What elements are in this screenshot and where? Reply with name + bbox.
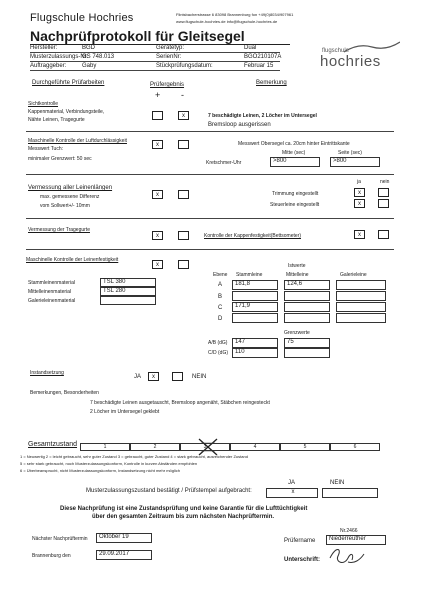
luft-limit: minimaler Grenzwert: 50 sec [28, 156, 92, 162]
next-date-label: Nächster Nachprüftermin [32, 536, 88, 542]
festigkeit-title: Maschinelle Kontrolle der Leinenfestigkeit [26, 257, 119, 263]
leinen-plus-checkbox[interactable]: x [152, 190, 163, 199]
divider-2 [26, 174, 394, 175]
row-c-mittel [284, 302, 330, 312]
gesamt-scale-6[interactable]: 6 [330, 443, 380, 451]
col-checks: Durchgeführte Prüfarbeiten [32, 80, 105, 86]
label-stueckpruefung: Stückprüfungsdatum: [156, 63, 213, 69]
sicht-minus-checkbox[interactable]: x [178, 111, 189, 120]
gesamt-scale-5[interactable]: 5 [280, 443, 330, 451]
luft-uhr: Kretschmer-Uhr [206, 160, 242, 166]
header-mittelleine: Mittelleine [286, 272, 309, 278]
luft-remark: Messwert Obersegel ca. 20cm hinter Eintrittskante [238, 141, 350, 147]
place-value: 29.09.2017 [96, 550, 152, 560]
value-geraetetyp: Dual [244, 45, 257, 51]
label-seriennr: SerienNr: [156, 54, 182, 60]
garantie-line-2: über den gesamten Zeitraum bis zum nächsten Nachprüftermin. [92, 514, 275, 520]
label-hersteller: Hersteller: [30, 45, 58, 51]
luft-title: Maschinelle Kontrolle der Luftdurchlässigkeit [28, 138, 127, 144]
pruefername-value: Niederreuther [326, 535, 386, 545]
value-hersteller: BGD [82, 45, 96, 51]
instand-nein-checkbox[interactable] [172, 372, 183, 381]
school-address: Flintsbacherstrasse 6 83098 Brannenburg fon +49(0)8034/907961 [176, 12, 294, 17]
row-b-mittel [284, 291, 330, 301]
gesamt-title: Gesamtzustand [28, 441, 78, 448]
row-d-ebene: D [218, 316, 223, 322]
logo-main-text: hochries [320, 53, 381, 70]
header-stammleine: Stammleine [236, 272, 263, 278]
steuer-nein-checkbox[interactable] [378, 199, 389, 208]
gesamt-legend-1: 1 = Neuwertig 2 = leicht gebraucht, sehr guter Zustand 3 = gebraucht, guter Zustand 4 = stark gebraucht, ausreichender Zustand [20, 454, 248, 459]
kappe-label: Kontrolle der Kappenfestigkeit(Bettsometer) [204, 233, 301, 239]
school-name: Flugschule Hochries [30, 12, 134, 24]
divider-4 [26, 249, 394, 250]
row-a-mittel: 124,6 [284, 280, 330, 290]
limit-ab-v1: 147 [232, 338, 278, 348]
bestaetigt-nein-box[interactable] [322, 488, 378, 498]
luft-mitte-value: >800 [270, 157, 320, 167]
luft-seite-label: Seite (sec) [338, 150, 362, 156]
sicht-plus-checkbox[interactable] [152, 111, 163, 120]
kappe-plus-checkbox[interactable]: x [354, 230, 365, 239]
header-ebene: Ebene [213, 272, 228, 278]
luft-mitte-label: Mitte (sec) [282, 150, 306, 156]
garantie-line-1: Diese Nachprüfung ist eine Zustandsprüfung und keine Garantie für die Lufttüchtigkeit [60, 506, 308, 512]
sicht-line-2: Nähte Leinen, Tragegurte [28, 117, 85, 123]
material-value-1: TSL 380 [100, 278, 156, 287]
info-line-3 [30, 70, 280, 71]
limit-cd-v1: 110 [232, 348, 278, 358]
sicht-remark-1: 7 beschädigte Leinen, 2 Löcher im Untersegel [208, 113, 317, 119]
value-auftraggeber: Gaby [82, 63, 97, 69]
luft-plus-checkbox[interactable]: x [152, 140, 163, 149]
festigkeit-plus-checkbox[interactable]: x [152, 260, 163, 269]
kappe-minus-checkbox[interactable] [378, 230, 389, 239]
festigkeit-minus-checkbox[interactable] [178, 260, 189, 269]
col-plus: + [155, 90, 161, 100]
divider-3 [26, 218, 394, 219]
bemerkungen-title: Bemerkungen, Besonderheiten [30, 390, 99, 396]
limit-ab-v2: 75 [284, 338, 330, 348]
material-label-3: Galerieleinenmaterial [28, 298, 76, 304]
row-b-galerie [336, 291, 386, 301]
school-web: www.flugschule-hochries.de info@flugschule-hochries.de [176, 19, 278, 24]
row-a-stamm: 181,8 [232, 280, 278, 290]
luft-measured: Messwert Tuch: [28, 146, 64, 152]
material-label-2: Mittelleinenmaterial [28, 289, 72, 295]
trage-plus-checkbox[interactable]: x [152, 231, 163, 240]
next-date-value: Oktober 19 [96, 533, 152, 543]
logo-top-text: flugschule [322, 48, 350, 54]
bestaetigt-label: Musterzulassungszustand bestätigt / Prüfstempel aufgebracht: [86, 488, 252, 494]
row-a-galerie [336, 280, 386, 290]
gesamt-legend-2: 5 = sehr stark gebraucht, noch Musterzulassungskonform, Kontrolle in kurzen Abständen empfohlen [20, 461, 198, 466]
instand-nein-label: NEIN [192, 374, 207, 380]
trage-minus-checkbox[interactable] [178, 231, 189, 240]
luft-minus-checkbox[interactable] [178, 140, 189, 149]
trimm-nein-checkbox[interactable] [378, 188, 389, 197]
leinen-nein-label: nein [380, 179, 390, 185]
trage-title: Vermessung der Tragegurte [28, 227, 90, 233]
label-auftraggeber: Auftraggeber: [30, 63, 67, 69]
material-label-1: Stammleinenmaterial [28, 280, 75, 286]
leinen-minus-checkbox[interactable] [178, 190, 189, 199]
gesamt-scale-3[interactable]: 3 [180, 443, 230, 451]
row-d-galerie [336, 313, 386, 323]
istwerte-label: Istwerte [288, 263, 306, 269]
info-line-2 [30, 61, 280, 62]
signature-icon [326, 544, 368, 575]
info-line-1 [30, 52, 280, 53]
col-remark: Bemerkung [256, 80, 287, 86]
bestaetigt-ja-label: JA [288, 480, 296, 486]
instand-ja-label: JA [134, 374, 142, 380]
leinen-steuer-label: Steuerleine eingestellt [270, 202, 320, 208]
gesamt-scale-1[interactable]: 1 [80, 443, 130, 451]
bemerkungen-line-2: 2 Löcher im Untersegel geklebt [90, 409, 160, 415]
value-seriennr: BGO210107A [244, 54, 282, 60]
info-table [30, 45, 280, 73]
instand-title: Instandsetzung [30, 370, 64, 376]
leinen-line-2: vom Sollwert+/- 10mm [40, 203, 90, 209]
bestaetigt-ja-box[interactable]: x [266, 488, 318, 498]
leinen-ja-label: ja [357, 179, 361, 185]
value-musterzulassung: GS 748.013 [82, 54, 115, 60]
leinen-trimm-label: Trimmung eingestellt [272, 191, 319, 197]
header-galerieleine: Galerieleine [340, 272, 367, 278]
trimm-ja-checkbox[interactable]: x [354, 188, 365, 197]
sicht-title: Sichtkontrolle [28, 101, 59, 107]
pruefer-nr: Nr.2466 [340, 528, 358, 534]
row-d-stamm [232, 313, 278, 323]
luft-seite-value: >800 [330, 157, 380, 167]
gesamt-legend-3: 6 = Überbeansprucht, nicht Musterzulassungskonform, Instandsetzung nicht mehr möglich [20, 468, 180, 473]
sicht-line-1: Kappenmaterial, Verbindungsteile, [28, 109, 105, 115]
material-value-3 [100, 296, 156, 305]
row-b-stamm [232, 291, 278, 301]
row-c-stamm: 171,9 [232, 302, 278, 312]
limit-cd-label: C/D (dG) [208, 350, 228, 356]
label-musterzulassung: Musterzulassungs-Nr. [30, 54, 89, 60]
place-label: Brannenburg den [32, 553, 71, 559]
gesamt-scale-4[interactable]: 4 [230, 443, 280, 451]
sicht-remark-2: Bremsloop ausgerissen [208, 122, 271, 128]
page-title: Nachprüfprotokoll für Gleitsegel [30, 28, 245, 44]
instand-ja-checkbox[interactable]: x [148, 372, 159, 381]
bemerkungen-line-1: 7 beschädigte Leinen ausgetauscht, Bremsloop angenäht, Stäbchen reingesteckt [90, 400, 270, 406]
leinen-title: Vermessung aller Leinenlängen [28, 185, 113, 191]
col-result: Prüfergebnis [150, 82, 185, 88]
leinen-line-1: max. gemessene Differenz [40, 194, 100, 200]
row-b-ebene: B [218, 294, 223, 300]
unterschrift-label: Unterschrift: [284, 557, 321, 563]
limit-ab-label: A/B (dG) [208, 340, 228, 346]
row-a-ebene: A [218, 282, 223, 288]
value-stueckpruefung: Februar 15 [244, 63, 274, 69]
bestaetigt-nein-label: NEIN [330, 480, 345, 486]
steuer-ja-checkbox[interactable]: x [354, 199, 365, 208]
limit-cd-v2 [284, 348, 330, 358]
material-value-2: TSL 280 [100, 287, 156, 296]
row-c-ebene: C [218, 305, 223, 311]
col-minus: - [181, 90, 184, 100]
row-d-mittel [284, 313, 330, 323]
label-geraetetyp: Gerätetyp: [156, 45, 185, 51]
gesamt-scale-2[interactable]: 2 [130, 443, 180, 451]
grenzwerte-label: Grenzwerte [284, 330, 310, 336]
divider-1 [26, 131, 394, 132]
pruefername-label: Prüfername [284, 538, 316, 544]
row-c-galerie [336, 302, 386, 312]
logo [316, 40, 400, 74]
